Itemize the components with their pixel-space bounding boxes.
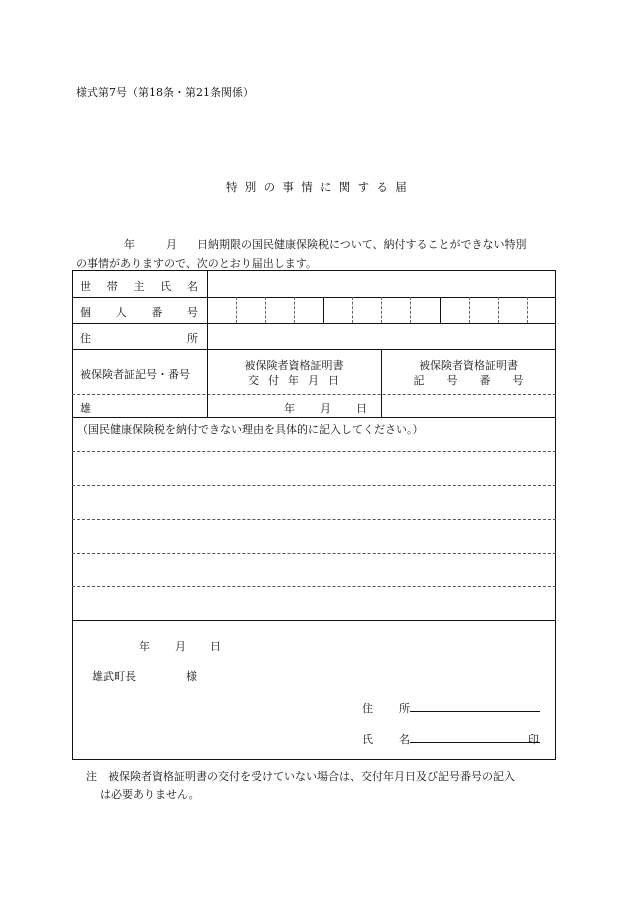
reason-line bbox=[72, 451, 556, 452]
intro-line-2: の事情がありますので、次のとおり届出します。 bbox=[76, 257, 317, 270]
label-char: 人 bbox=[115, 306, 127, 319]
label-char: 住 bbox=[362, 702, 373, 715]
seal-mark: 印 bbox=[528, 733, 539, 746]
intro-year: 年 bbox=[124, 238, 135, 251]
cert-issue-line-1: 被保険者資格証明書 bbox=[244, 359, 344, 372]
reason-line bbox=[72, 553, 556, 554]
number-group-divider bbox=[440, 297, 441, 323]
label-char: 号 bbox=[186, 306, 198, 319]
digit-divider bbox=[381, 297, 382, 323]
label-char: 世 bbox=[80, 280, 91, 293]
label-char: 帯 bbox=[106, 280, 118, 293]
number-group-divider bbox=[323, 297, 324, 323]
label-personal-number bbox=[80, 304, 198, 320]
row-divider-dashed bbox=[72, 394, 556, 395]
row4-year: 年 bbox=[284, 402, 295, 415]
row4-day: 日 bbox=[356, 402, 367, 415]
honorific: 様 bbox=[186, 670, 197, 683]
intro-line-1 bbox=[76, 236, 527, 252]
row-divider bbox=[72, 297, 556, 298]
digit-divider bbox=[265, 297, 266, 323]
cert-code-line-2: 記号番号 bbox=[413, 374, 546, 387]
label-head-of-household bbox=[80, 278, 198, 294]
reason-prompt: （国民健康保険税を納付できない理由を具体的に記入してください。） bbox=[77, 423, 424, 436]
name-label bbox=[362, 731, 410, 747]
footer-day: 日 bbox=[210, 640, 221, 653]
document-title: 特別の事情に関する届 bbox=[226, 180, 414, 194]
label-char: 主 bbox=[133, 280, 145, 293]
label-char: 名 bbox=[399, 733, 410, 746]
label-address bbox=[80, 330, 198, 346]
digit-divider bbox=[352, 297, 353, 323]
row4-prefix: 雄 bbox=[80, 402, 91, 415]
cert-issue-date-header bbox=[207, 358, 381, 388]
digit-divider bbox=[294, 297, 295, 323]
row4-month: 月 bbox=[320, 402, 331, 415]
cert-issue-line-2: 交付年月日 bbox=[248, 374, 348, 387]
digit-divider bbox=[410, 297, 411, 323]
form-number: 様式第7号（第18条・第21条関係） bbox=[76, 86, 254, 99]
digit-divider bbox=[527, 297, 528, 323]
footer-year: 年 bbox=[139, 640, 150, 653]
label-char: 氏 bbox=[362, 733, 373, 746]
label-char: 住 bbox=[80, 332, 91, 345]
label-char: 所 bbox=[399, 702, 410, 715]
cert-code-number-header bbox=[381, 358, 556, 388]
name-input-line[interactable] bbox=[410, 730, 540, 743]
label-char: 氏 bbox=[160, 280, 172, 293]
address-input-line[interactable] bbox=[410, 699, 540, 712]
digit-divider bbox=[498, 297, 499, 323]
reason-line bbox=[72, 586, 556, 587]
intro-month: 月 bbox=[166, 238, 177, 251]
row-divider bbox=[72, 620, 556, 621]
row-divider bbox=[72, 323, 556, 324]
intro-text: 日納期限の国民健康保険税について、納付することができない特別 bbox=[197, 238, 527, 251]
label-char: 番 bbox=[151, 306, 163, 319]
reason-line bbox=[72, 485, 556, 486]
row-divider bbox=[72, 349, 556, 350]
note-line-2: は必要ありません。 bbox=[100, 788, 200, 801]
address-label bbox=[362, 700, 410, 716]
digit-divider bbox=[469, 297, 470, 323]
label-char: 名 bbox=[187, 280, 198, 293]
row-divider bbox=[72, 417, 556, 418]
cert-code-line-1: 被保険者資格証明書 bbox=[419, 359, 518, 372]
label-insured-card-number: 被保険者証記号・番号 bbox=[80, 368, 190, 381]
label-char: 個 bbox=[80, 306, 91, 319]
reason-line bbox=[72, 519, 556, 520]
footer-month: 月 bbox=[175, 640, 186, 653]
label-char: 所 bbox=[187, 332, 198, 345]
column-divider bbox=[207, 270, 208, 417]
addressee: 雄武町長 bbox=[92, 670, 136, 683]
note-line-1: 注 被保険者資格証明書の交付を受けていない場合は、交付年月日及び記号番号の記入 bbox=[86, 770, 515, 783]
digit-divider bbox=[236, 297, 237, 323]
